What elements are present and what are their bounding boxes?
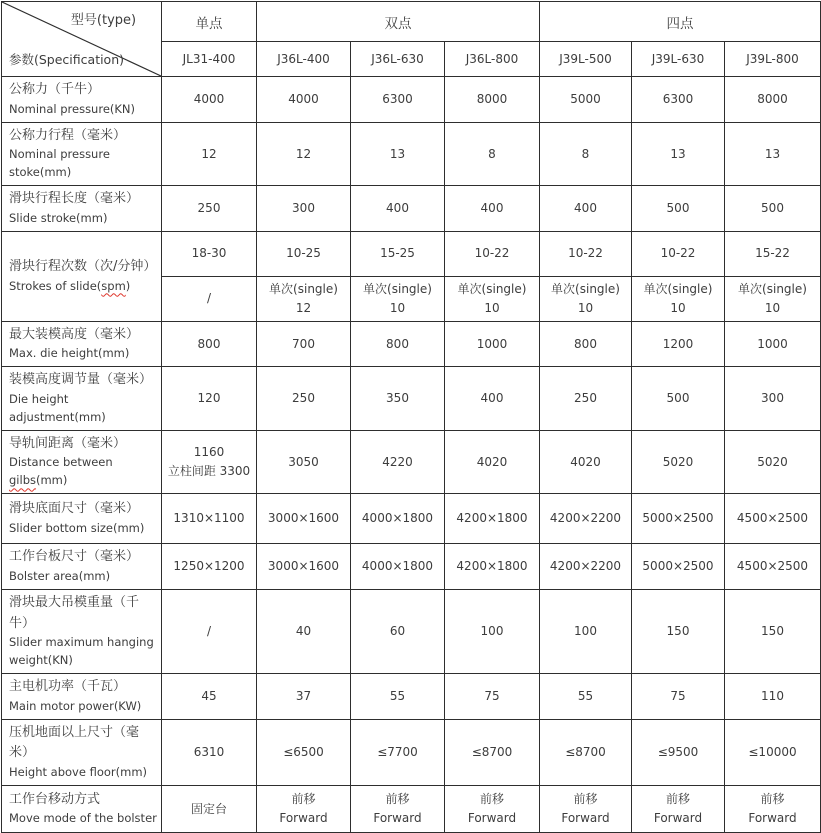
value-cell: 4200×1800: [445, 494, 540, 544]
param-label-zh: 最大装模高度（毫米）: [9, 326, 140, 342]
table-row: [2, 719, 821, 785]
param-label-cell: [2, 122, 162, 185]
table-row: [2, 430, 821, 493]
value-cell: 45: [162, 673, 257, 719]
value-cell: 250: [162, 186, 257, 232]
value-cell: 40: [257, 589, 351, 673]
value-cell: 15-25: [351, 231, 445, 276]
value-cell: 6310: [162, 719, 257, 785]
value-cell: 10-25: [257, 231, 351, 276]
param-label-en: Slide stroke(mm): [9, 210, 108, 225]
value-cell: 400: [540, 186, 632, 232]
corner-cell: [2, 2, 162, 77]
value-cell: 4000×1800: [351, 494, 445, 544]
table-row: [2, 77, 821, 123]
value-cell: 15-22: [725, 231, 821, 276]
value-cell: 75: [445, 673, 540, 719]
param-label-en: Nominal pressure(KN): [9, 101, 136, 116]
value-cell: 8: [540, 122, 632, 185]
value-cell: 1200: [632, 321, 725, 367]
value-cell: 110: [725, 673, 821, 719]
value-cell: 1160 立柱间距 3300: [162, 430, 257, 493]
value-cell: 5000×2500: [632, 544, 725, 590]
group-header-single-point: 单点: [162, 2, 257, 42]
table-row: [2, 785, 821, 832]
model-header-j36l-630: J36L-630: [351, 42, 445, 77]
value-cell: 1250×1200: [162, 544, 257, 590]
value-cell: 150: [725, 589, 821, 673]
value-cell: 前移 Forward: [445, 785, 540, 832]
value-cell: 前移 Forward: [540, 785, 632, 832]
value-cell: 前移 Forward: [351, 785, 445, 832]
value-cell: 1000: [725, 321, 821, 367]
param-label-cell: [2, 430, 162, 493]
group-header-four-point: 四点: [540, 2, 821, 42]
value-cell: 5000×2500: [632, 494, 725, 544]
param-label-zh: 公称力（千牛）: [9, 82, 101, 97]
value-cell: 400: [445, 367, 540, 430]
table-row: [2, 321, 821, 367]
value-cell: 4000: [257, 77, 351, 123]
value-cell: 37: [257, 673, 351, 719]
param-label-en: Move mode of the bolster: [9, 811, 157, 826]
model-header-j36l-400: J36L-400: [257, 42, 351, 77]
value-cell: 3050: [257, 430, 351, 493]
value-cell: 4000×1800: [351, 544, 445, 590]
value-cell: 单次(single) 12: [257, 276, 351, 321]
value-cell: 12: [162, 122, 257, 185]
value-cell: 12: [257, 122, 351, 185]
param-label-zh: 滑块行程次数（次/分钟）: [9, 258, 157, 274]
value-cell: 700: [257, 321, 351, 367]
param-label-cell: [2, 77, 162, 123]
value-cell: 单次(single) 10: [351, 276, 445, 321]
param-label-en: Strokes of slide(spm): [9, 278, 131, 293]
value-cell: 4200×2200: [540, 544, 632, 590]
value-cell: 3000×1600: [257, 494, 351, 544]
spellcheck-underline: spm: [101, 278, 126, 293]
value-cell: ≤9500: [632, 719, 725, 785]
value-cell: 1000: [445, 321, 540, 367]
param-label-cell: [2, 719, 162, 785]
param-label-zh: 公称力行程（毫米）: [9, 127, 127, 143]
value-cell: 400: [445, 186, 540, 232]
value-cell: 55: [540, 673, 632, 719]
model-header-j39l-630: J39L-630: [632, 42, 725, 77]
param-label-cell: [2, 494, 162, 544]
param-label-cell: [2, 785, 162, 832]
param-label-zh: 压机地面以上尺寸（毫米）: [9, 724, 140, 761]
value-cell: ≤6500: [257, 719, 351, 785]
value-cell: 10-22: [632, 231, 725, 276]
param-label-cell: [2, 186, 162, 232]
table-row: [2, 122, 821, 185]
param-label-zh: 滑块最大吊模重量（千牛）: [9, 594, 140, 631]
value-cell: 5000: [540, 77, 632, 123]
value-cell: 150: [632, 589, 725, 673]
param-label-en: Die height adjustment(mm): [9, 392, 106, 424]
spec-table: [1, 1, 821, 833]
value-cell: 6300: [351, 77, 445, 123]
value-cell: 13: [351, 122, 445, 185]
param-label-en: Height above floor(mm): [9, 765, 148, 780]
value-cell: 250: [257, 367, 351, 430]
param-label-cell: [2, 321, 162, 367]
value-cell: 前移 Forward: [725, 785, 821, 832]
value-cell: 500: [725, 186, 821, 232]
param-label-zh: 滑块行程长度（毫米）: [9, 191, 140, 207]
value-cell: 800: [540, 321, 632, 367]
value-cell: 100: [540, 589, 632, 673]
value-cell: 300: [725, 367, 821, 430]
value-cell: 前移 Forward: [632, 785, 725, 832]
param-label-en: Distance between gilbs(mm): [9, 455, 113, 488]
table-row: [2, 367, 821, 430]
param-label-en: Max. die height(mm): [9, 346, 130, 361]
param-label-cell: [2, 231, 162, 321]
table-row: [2, 544, 821, 590]
value-cell: 4500×2500: [725, 494, 821, 544]
value-cell: ≤10000: [725, 719, 821, 785]
corner-type-label: 型号(type): [70, 13, 137, 28]
value-cell: /: [162, 589, 257, 673]
value-cell: 13: [632, 122, 725, 185]
value-cell: 8000: [445, 77, 540, 123]
value-cell: 4500×2500: [725, 544, 821, 590]
model-header-jl31-400: JL31-400: [162, 42, 257, 77]
param-label-en: Bolster area(mm): [9, 568, 111, 583]
value-cell: ≤7700: [351, 719, 445, 785]
param-label-en: Slider bottom size(mm): [9, 521, 145, 536]
value-cell: 55: [351, 673, 445, 719]
value-cell: 400: [351, 186, 445, 232]
value-cell: 60: [351, 589, 445, 673]
value-cell: 18-30: [162, 231, 257, 276]
value-cell: 8: [445, 122, 540, 185]
value-cell: 5020: [632, 430, 725, 493]
param-label-zh: 工作台板尺寸（毫米）: [9, 549, 140, 565]
param-label-zh: 滑块底面尺寸（毫米）: [9, 501, 140, 517]
table-row: [2, 589, 821, 673]
value-cell: /: [162, 276, 257, 321]
value-cell: 250: [540, 367, 632, 430]
model-header-j39l-500: J39L-500: [540, 42, 632, 77]
value-cell: 4200×1800: [445, 544, 540, 590]
value-cell: 4200×2200: [540, 494, 632, 544]
model-header-j39l-800: J39L-800: [725, 42, 821, 77]
table-row: [2, 673, 821, 719]
value-cell: 4220: [351, 430, 445, 493]
table-row: [2, 494, 821, 544]
table-row: [2, 186, 821, 232]
value-cell: 75: [632, 673, 725, 719]
param-label-cell: [2, 367, 162, 430]
value-cell: 1310×1100: [162, 494, 257, 544]
value-cell: 3000×1600: [257, 544, 351, 590]
param-label-cell: [2, 544, 162, 590]
value-cell: 10-22: [540, 231, 632, 276]
value-cell: 4020: [445, 430, 540, 493]
param-label-zh: 工作台移动方式: [9, 791, 101, 807]
value-cell: 5020: [725, 430, 821, 493]
value-cell: 固定台: [162, 785, 257, 832]
value-cell: 800: [162, 321, 257, 367]
value-cell: 8000: [725, 77, 821, 123]
value-cell: 500: [632, 367, 725, 430]
value-cell: 单次(single) 10: [445, 276, 540, 321]
value-cell: ≤8700: [540, 719, 632, 785]
value-cell: 4020: [540, 430, 632, 493]
value-cell: 6300: [632, 77, 725, 123]
value-cell: 100: [445, 589, 540, 673]
value-cell: 单次(single) 10: [540, 276, 632, 321]
value-cell: 13: [725, 122, 821, 185]
group-header-double-point: 双点: [257, 2, 540, 42]
value-cell: 800: [351, 321, 445, 367]
value-cell: 10-22: [445, 231, 540, 276]
value-cell: ≤8700: [445, 719, 540, 785]
value-cell: 300: [257, 186, 351, 232]
param-label-zh: 导轨间距离（毫米）: [9, 435, 127, 451]
param-label-zh: 装模高度调节量（毫米）: [9, 372, 153, 388]
spellcheck-underline: gilbs: [9, 473, 36, 488]
param-label-en: Main motor power(KW): [9, 698, 142, 713]
param-label-zh: 主电机功率（千瓦）: [9, 678, 127, 694]
param-label-en: Slider maximum hanging weight(KN): [9, 635, 154, 668]
corner-spec-label: 参数(Specification): [9, 52, 125, 67]
value-cell: 单次(single) 10: [725, 276, 821, 321]
value-cell: 350: [351, 367, 445, 430]
value-cell: 前移 Forward: [257, 785, 351, 832]
param-label-en: Nominal pressure stoke(mm): [9, 147, 110, 180]
param-label-cell: [2, 589, 162, 673]
value-cell: 500: [632, 186, 725, 232]
value-cell: 单次(single) 10: [632, 276, 725, 321]
param-label-cell: [2, 673, 162, 719]
table-row: [2, 231, 821, 276]
value-cell: 120: [162, 367, 257, 430]
model-header-j36l-800: J36L-800: [445, 42, 540, 77]
value-cell: 4000: [162, 77, 257, 123]
